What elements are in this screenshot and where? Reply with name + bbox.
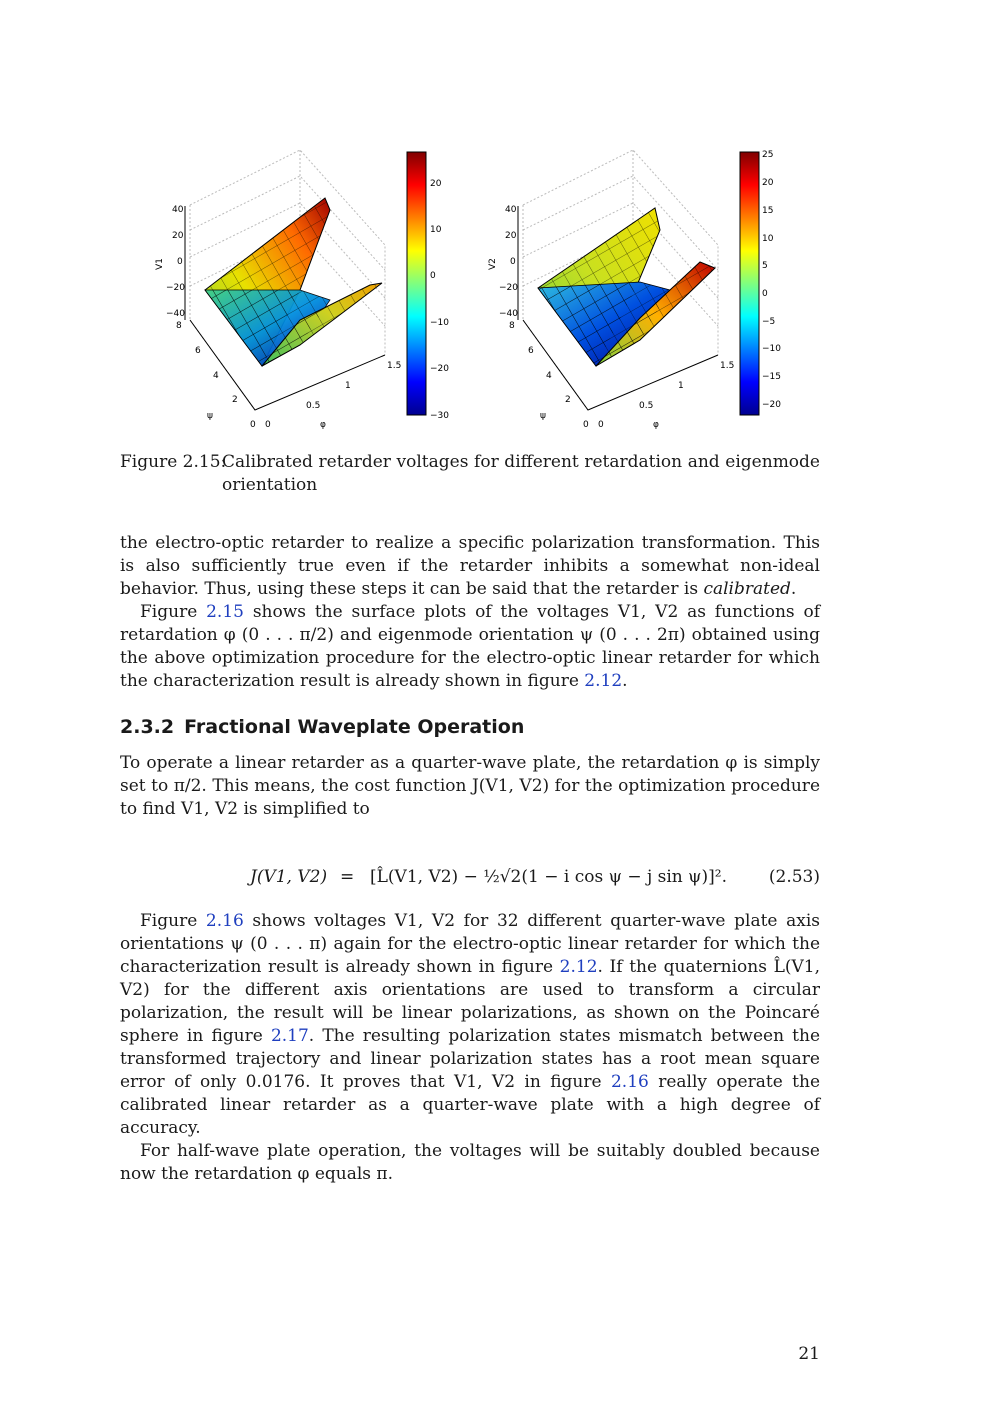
right-psi-tick: 6 bbox=[528, 346, 534, 356]
figure-2-15 bbox=[0, 0, 1000, 445]
figure-ref-link[interactable]: 2.12 bbox=[584, 671, 623, 691]
right-psi-label: ψ bbox=[540, 411, 546, 421]
section-number: 2.3.2 bbox=[120, 716, 175, 738]
equation-equals: = bbox=[340, 867, 355, 887]
page-number: 21 bbox=[798, 1344, 820, 1364]
punct: . bbox=[622, 671, 628, 691]
left-phi-tick: 1 bbox=[345, 381, 351, 391]
left-psi-tick: 6 bbox=[195, 346, 201, 356]
caption-text-cont: orientation bbox=[222, 475, 318, 495]
paragraph-text: . If the quaternions L̂(V1, V2) for the different axis orientations are used to transform a circular polarization, the result will be linear polarizations, as shown on the Poincaré sphere in figure bbox=[120, 957, 820, 1046]
paragraph-text: To operate a linear retarder as a quarter-wave plate, the retardation φ is simply set to π/2. This means, the cost function J(V1, V2) for the optimization procedure to find V1, V2 is simplified to bbox=[120, 753, 820, 819]
left-phi-label: φ bbox=[320, 420, 326, 430]
equation-rhs: [L̂(V1, V2) − ½√2(1 − i cos ψ − j sin ψ)]². bbox=[370, 867, 727, 887]
right-z-label: V2 bbox=[488, 258, 498, 270]
left-colorbar bbox=[407, 152, 449, 421]
right-psi-tick: 0 bbox=[583, 420, 589, 430]
right-colorbar-tick: −15 bbox=[762, 372, 781, 382]
paragraph-text: Figure bbox=[140, 911, 198, 931]
right-psi-tick: 4 bbox=[546, 371, 552, 381]
punct: . bbox=[790, 579, 797, 599]
right-z-tick: 0 bbox=[510, 257, 516, 267]
paragraph-5: For half-wave plate operation, the voltages will be suitably doubled because now the retardation φ equals π. bbox=[120, 1141, 820, 1184]
paragraph-3 bbox=[120, 752, 820, 821]
paragraph-text: Figure bbox=[140, 602, 198, 622]
right-colorbar bbox=[740, 150, 781, 415]
left-z-label: V1 bbox=[155, 258, 165, 270]
left-z-tick: 40 bbox=[172, 205, 184, 215]
equation-number: (2.53) bbox=[768, 867, 820, 887]
figure-ref-link[interactable]: 2.12 bbox=[559, 957, 598, 977]
paragraph-2 bbox=[120, 601, 820, 693]
right-phi-tick: 0 bbox=[598, 420, 604, 430]
left-colorbar-tick: 0 bbox=[430, 271, 436, 281]
figure-ref-link[interactable]: 2.16 bbox=[610, 1072, 649, 1092]
left-psi-tick: 0 bbox=[250, 420, 256, 430]
equation-2-53 bbox=[120, 856, 820, 900]
left-colorbar-tick: 10 bbox=[430, 225, 442, 235]
right-colorbar-tick: 5 bbox=[762, 261, 768, 271]
left-colorbar-tick: −10 bbox=[430, 318, 449, 328]
right-colorbar-tick: 10 bbox=[762, 234, 774, 244]
paragraph-4 bbox=[120, 910, 820, 1186]
figure-ref-link[interactable]: 2.17 bbox=[270, 1026, 309, 1046]
emphasis-calibrated: calibrated bbox=[703, 579, 791, 599]
left-psi-label: ψ bbox=[207, 411, 213, 421]
right-z-tick: −40 bbox=[499, 309, 518, 319]
equation-lhs: J(V1, V2) bbox=[250, 867, 328, 887]
figure-ref-link[interactable]: 2.16 bbox=[205, 911, 244, 931]
left-z-tick: 20 bbox=[172, 231, 184, 241]
right-colorbar-tick: −10 bbox=[762, 344, 781, 354]
paragraph-text: . The resulting polarization states mismatch between the transformed trajectory and linear polarization states has a root mean square error of only 0.0176. It proves that V1, V2 in figure bbox=[120, 1026, 821, 1092]
right-z-tick: −20 bbox=[499, 283, 518, 293]
section-title: Fractional Waveplate Operation bbox=[184, 716, 525, 738]
paragraph-1 bbox=[120, 532, 820, 693]
paragraph-text: shows the surface plots of the voltages V1, V2 as functions of retardation φ (0 . . . π/2) and eigenmode orientation ψ (0 . . . 2π) obtained using the above optimization procedure for the electro-optic linear retarder for which the characterization result is already shown in figure bbox=[120, 602, 821, 691]
left-colorbar-tick: −30 bbox=[430, 411, 449, 421]
right-colorbar-tick: 25 bbox=[762, 150, 774, 160]
paragraph-text: really operate the calibrated linear retarder as a quarter-wave plate with a high degree of accuracy. bbox=[120, 1072, 821, 1138]
right-colorbar-tick: 15 bbox=[762, 206, 774, 216]
left-phi-tick: 1.5 bbox=[387, 361, 402, 371]
left-psi-tick: 2 bbox=[232, 395, 238, 405]
left-psi-tick: 4 bbox=[213, 371, 219, 381]
right-phi-tick: 0.5 bbox=[639, 401, 654, 411]
right-phi-tick: 1 bbox=[678, 381, 684, 391]
left-z-tick: −20 bbox=[166, 283, 185, 293]
right-z-tick: 40 bbox=[505, 205, 517, 215]
paragraph-text: shows voltages V1, V2 for 32 different quarter-wave plate axis orientations ψ (0 . . . π) again for the electro-optic linear retarder for which the characterization result is already shown in figure bbox=[120, 911, 820, 977]
right-colorbar-tick: 20 bbox=[762, 178, 774, 188]
left-phi-tick: 0 bbox=[265, 420, 271, 430]
caption-label: Figure 2.15: bbox=[120, 452, 227, 472]
right-psi-tick: 2 bbox=[565, 395, 571, 405]
left-colorbar-tick: 20 bbox=[430, 179, 442, 189]
left-phi-tick: 0.5 bbox=[306, 401, 321, 411]
right-colorbar-tick: −5 bbox=[762, 317, 776, 327]
right-colorbar-tick: 0 bbox=[762, 289, 768, 299]
right-psi-tick: 8 bbox=[509, 321, 515, 331]
left-colorbar-tick: −20 bbox=[430, 364, 449, 374]
right-colorbar-tick: −20 bbox=[762, 400, 781, 410]
right-phi-label: φ bbox=[653, 420, 659, 430]
caption-text: Calibrated retarder voltages for different retardation and eigenmode bbox=[222, 452, 820, 472]
right-z-tick: 20 bbox=[505, 231, 517, 241]
figure-ref-link[interactable]: 2.15 bbox=[206, 602, 244, 622]
section-heading bbox=[120, 716, 524, 738]
left-psi-tick: 8 bbox=[176, 321, 182, 331]
left-z-tick: −40 bbox=[166, 309, 185, 319]
left-z-tick: 0 bbox=[177, 257, 183, 267]
right-phi-tick: 1.5 bbox=[720, 361, 735, 371]
paragraph-text: the electro-optic retarder to realize a specific polarization transformation. This is also sufficiently true even if the retarder inhibits a somewhat non-ideal behavior. Thus, using these steps it can be said that the retarder is bbox=[120, 533, 820, 599]
